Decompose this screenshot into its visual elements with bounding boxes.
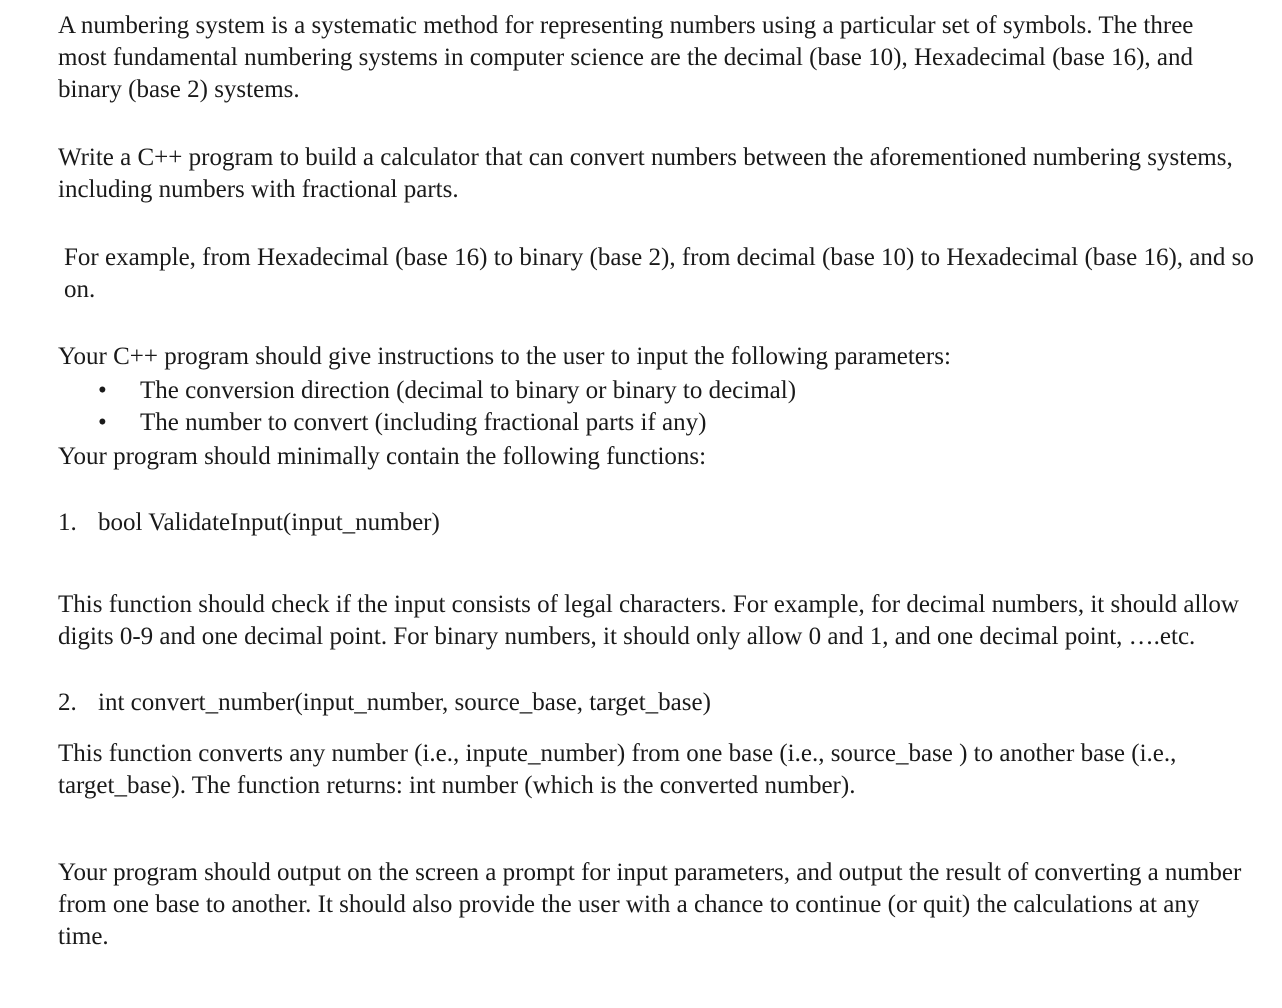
signature-text: bool ValidateInput(input_number) [98,509,440,536]
list-item [58,407,796,439]
parameter-list [58,375,796,439]
function-description-1: This function should check if the input consists of legal characters. For example, for decimal numbers, it should allow digits 0-9 and one decimal point. For binary numbers, it should only allow 0 and 1, and one decimal point, ….etc. [58,591,1239,650]
functions-intro: Your program should minimally contain the following functions: [58,443,707,470]
output-requirements-paragraph: Your program should output on the screen a prompt for input parameters, and output the result of converting a number from one base to another. It should also provide the user with a chance to continue (or quit) the calculations at any time. [58,859,1242,950]
example-paragraph: For example, from Hexadecimal (base 16) to binary (base 2), from decimal (base 10) to Hexadecimal (base 16), and so on. [64,244,1254,303]
list-item [58,375,796,407]
function-description-2: This function converts any number (i.e., inpute_number) from one base (i.e., source_base ) to another base (i.e., target_base). The function returns: int number (which is the converted number). [58,740,1177,799]
bullet-icon: • [98,377,107,404]
parameter-text: The conversion direction (decimal to binary or binary to decimal) [140,377,797,404]
signature-text: int convert_number(input_number, source_base, target_base) [98,689,711,716]
parameter-text: The number to convert (including fractional parts if any) [140,409,707,436]
list-number: 2. [58,689,77,716]
instructions-intro: Your C++ program should give instructions to the user to input the following parameters: [58,343,951,370]
function-signature-1 [58,507,440,539]
task-paragraph: Write a C++ program to build a calculator that can convert numbers between the aforementioned numbering systems, including numbers with fractional parts. [58,144,1233,203]
function-signature-2 [58,687,711,719]
list-number: 1. [58,509,77,536]
bullet-icon: • [98,409,107,436]
intro-paragraph: A numbering system is a systematic method for representing numbers using a particular set of symbols. The three most fundamental numbering systems in computer science are the decimal (base 10), Hexadecimal (base 16), and binary (base 2) systems. [58,12,1194,103]
